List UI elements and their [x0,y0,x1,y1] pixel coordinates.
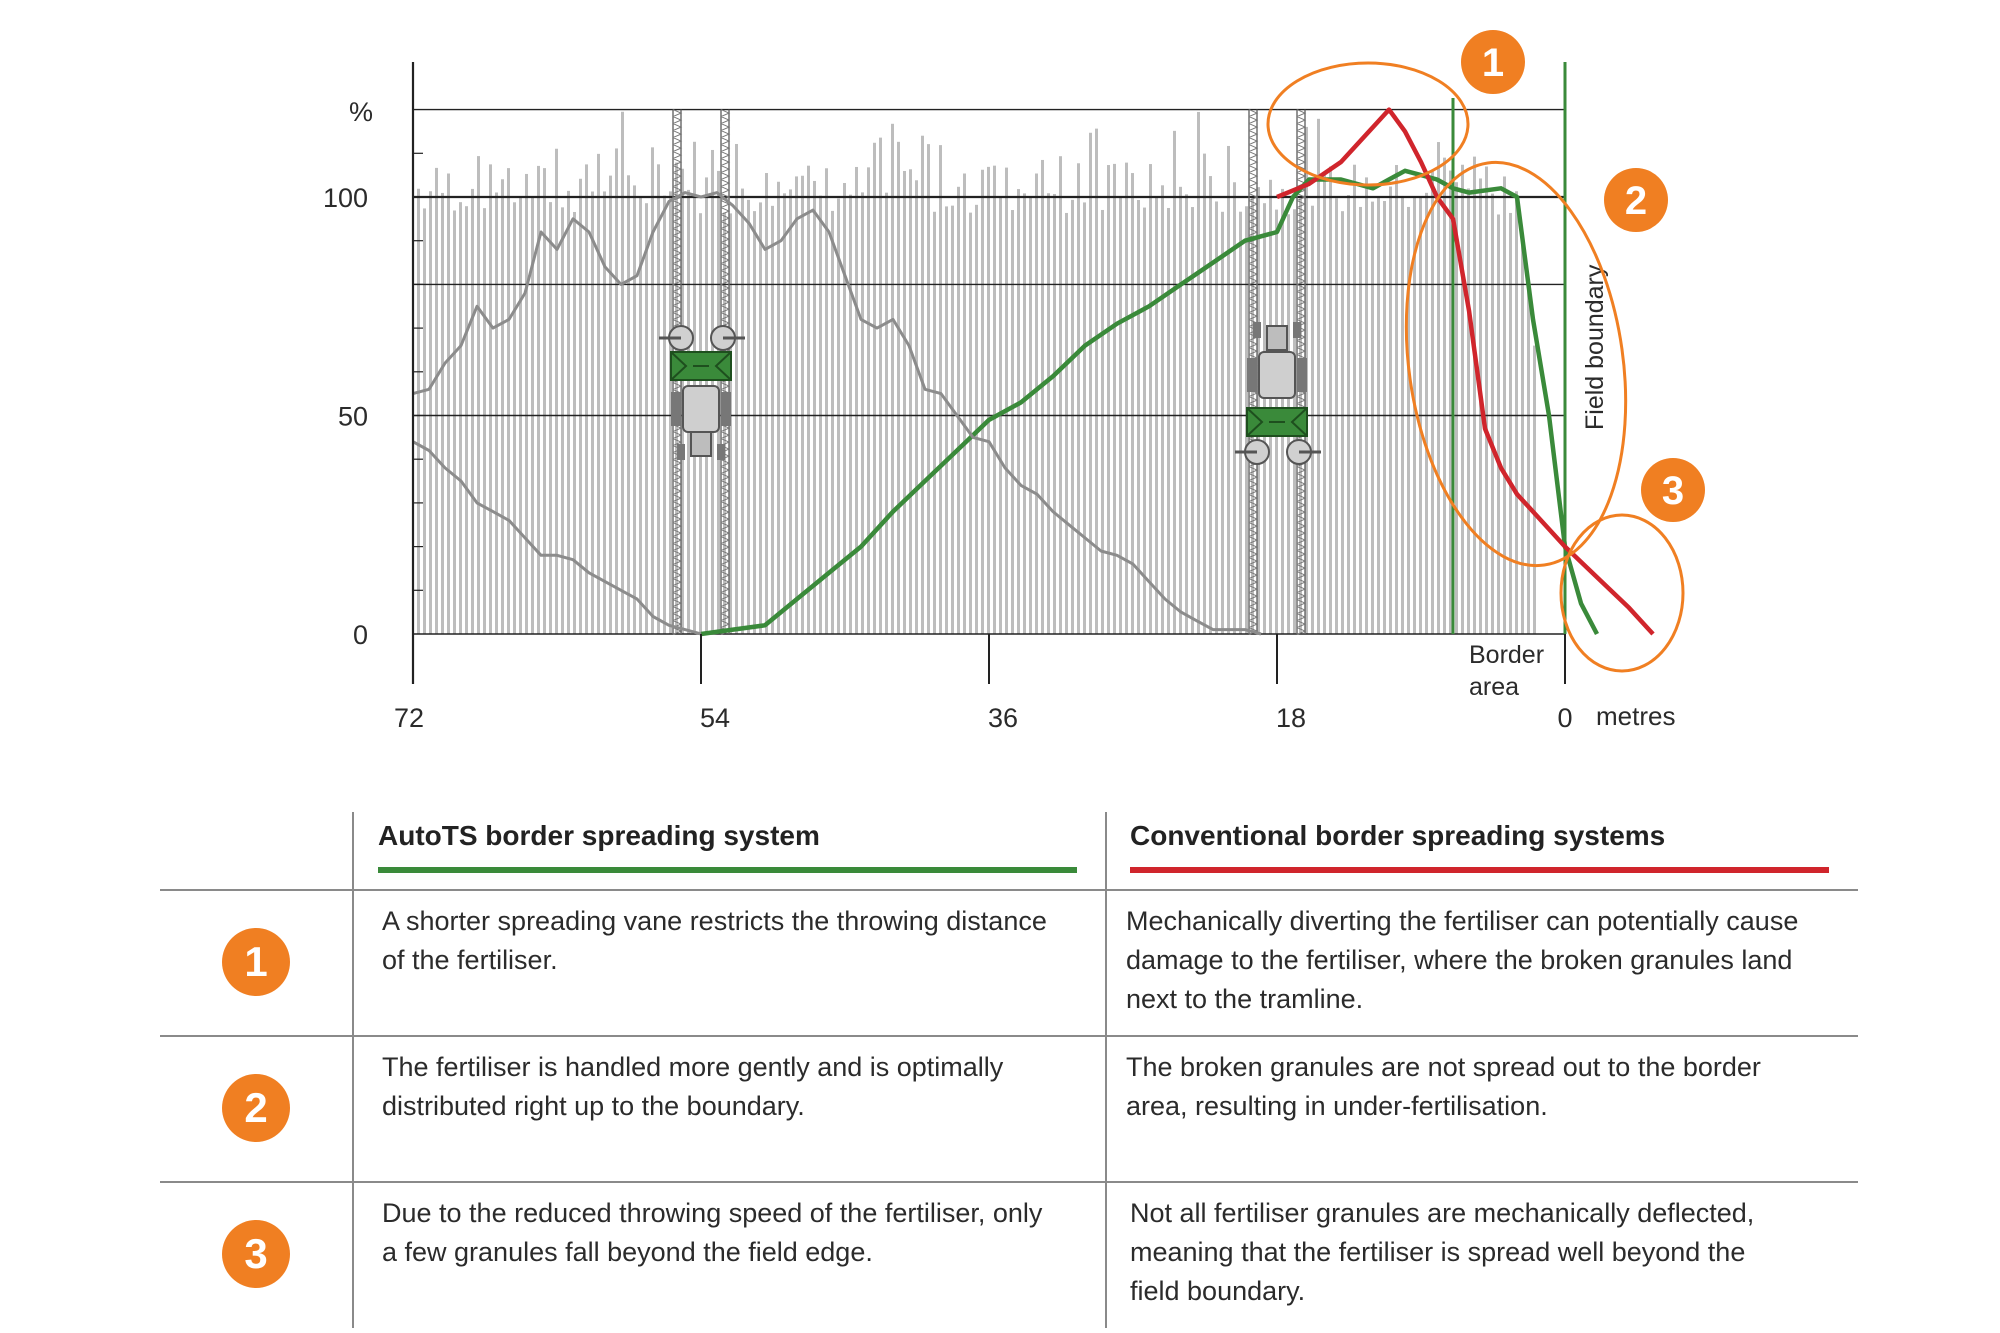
spread-bar [1425,193,1428,634]
spread-bar [1011,210,1014,634]
spread-bar [981,170,984,634]
spread-bar [825,168,828,634]
wheel [721,392,731,426]
spread-bar [657,164,660,634]
spread-bar [597,154,600,634]
spread-bar [813,181,816,634]
spread-bar [1359,207,1362,634]
spread-bar [1353,165,1356,634]
wheel [671,392,681,426]
spread-bar [1221,212,1224,634]
spread-bar [1323,175,1326,634]
spread-bar [1185,194,1188,634]
spread-bar [849,195,852,634]
border-area-label: area [1469,673,1520,701]
spread-bar [1023,193,1026,634]
spread-bar [1179,187,1182,634]
spread-bar [1083,202,1086,634]
spread-bar [1473,157,1476,634]
spread-bar [549,202,552,634]
spread-bar [783,193,786,634]
spread-bar [1041,160,1044,634]
spread-bar [1215,201,1218,634]
y-tick-label: 50 [337,401,368,432]
spread-bar [1005,168,1008,634]
spread-bar [1485,167,1488,634]
spread-bar [897,142,900,634]
spread-bar [477,156,480,634]
spread-bar [1371,202,1374,634]
spread-bar [633,185,636,634]
wheel [1247,358,1257,392]
cab [1259,352,1295,398]
spread-bar [1437,142,1440,634]
cab [683,386,719,432]
cell-line: The fertiliser is handled more gently and is optimally [382,1052,1004,1082]
spread-bar [417,189,420,634]
spread-bar [453,210,456,634]
spread-bar [1431,172,1434,634]
spread-bar [1239,212,1242,634]
spread-bar [525,174,528,634]
spread-bar [615,148,618,634]
autots-cell [382,902,1047,980]
spread-bar [645,203,648,634]
spread-bar [1269,180,1272,634]
spread-bars [417,112,1536,634]
cell-line: of the fertiliser. [382,945,558,975]
spread-bar [1515,191,1518,634]
spread-bar [1341,211,1344,634]
spread-bar [867,167,870,634]
cell-line: area, resulting in under-fertilisation. [1126,1091,1548,1121]
spread-bar [807,166,810,634]
cell-line: damage to the fertiliser, where the broken granules land [1126,945,1793,975]
spread-bar [801,176,804,634]
row-number-badge: 1 [222,928,290,996]
spread-bar [771,206,774,634]
spread-bar [909,169,912,634]
cell-line: A shorter spreading vane restricts the throwing distance [382,906,1047,936]
spread-bar [435,168,438,634]
spread-bar [573,212,576,634]
autots-cell [382,1194,1042,1272]
cell-line: distributed right up to the boundary. [382,1091,805,1121]
x-tick-label: 18 [1275,703,1307,733]
spread-bar [1395,165,1398,634]
spread-bar [1089,133,1092,634]
y-axis-label: % [348,97,374,127]
spread-bar [627,175,630,634]
spread-bar [1521,234,1524,634]
spread-bar [1509,213,1512,634]
border-area-label: Border [1469,641,1545,669]
spread-bar [513,202,516,634]
spread-bar [1461,165,1464,634]
cell-line: meaning that the fertiliser is spread well beyond the [1130,1237,1746,1267]
cell-line: next to the tramline. [1126,984,1364,1014]
spread-bar [939,145,942,634]
cell-line: Not all fertiliser granules are mechanically deflected, [1130,1198,1755,1228]
spread-bar [915,180,918,634]
autots-cell [382,1048,1003,1126]
spread-bar [1053,194,1056,634]
spread-bar [1203,154,1206,634]
spread-bar [789,189,792,634]
spread-bar [561,207,564,634]
spread-bar [945,206,948,634]
spread-bar [795,176,798,634]
y-tick-label: 100 [322,183,368,213]
spread-bar [1059,156,1062,634]
spread-bar [933,212,936,634]
spread-bar [603,191,606,634]
row-number-badge: 2 [222,1074,290,1142]
spread-bar [843,183,846,634]
x-tick-label: 36 [987,703,1019,733]
spread-bar [1191,207,1194,634]
marker-number: 3 [1661,469,1685,513]
spread-bar [495,192,498,634]
spread-bar [1113,164,1116,634]
spread-bar [501,179,504,634]
spread-bar [1167,208,1170,634]
spread-bar [1095,129,1098,634]
spread-bar [963,174,966,634]
spread-bar [423,208,426,634]
bonnet [1267,326,1287,350]
y-tick-label: 0 [352,620,368,650]
bonnet [691,432,711,456]
conventional-cell [1130,1194,1754,1311]
cell-line: a few granules fall beyond the field edge. [382,1237,873,1267]
spread-bar [735,144,738,634]
spread-bar [993,166,996,634]
marker-number: 1 [1481,41,1505,85]
spread-bar [567,191,570,634]
spread-bar [447,174,450,634]
spread-bar [1209,176,1212,634]
spread-bar [1125,163,1128,634]
spread-bar [1347,195,1350,634]
spread-bar [1071,200,1074,634]
spread-bar [429,191,432,634]
column-heading-autots: AutoTS border spreading system [378,820,820,851]
spread-bar [1443,158,1446,634]
spread-bar [969,213,972,634]
spread-bar [747,200,750,634]
x-tick-label: 0 [1557,703,1573,733]
x-axis-label: metres [1596,701,1676,731]
wheel [1253,322,1261,338]
spread-bar [651,147,654,634]
spread-bar [1389,187,1392,634]
spread-bar [1173,131,1176,634]
spread-bar [555,149,558,634]
spread-bar [465,206,468,634]
spread-bar [1329,167,1332,634]
spread-bar [741,189,744,634]
spread-bar [903,171,906,634]
spread-bar [1365,177,1368,634]
spread-bar [1017,189,1020,634]
spread-bar [609,176,612,634]
spread-bar [1149,164,1152,634]
spread-bar [483,208,486,634]
cell-line: The broken granules are not spread out to the border [1126,1052,1761,1082]
column-heading-conventional: Conventional border spreading systems [1130,820,1666,851]
marker-number: 2 [1624,179,1648,223]
spread-bar [975,205,978,634]
spread-bar [1491,194,1494,634]
cell-line: Due to the reduced throwing speed of the fertiliser, only [382,1198,1043,1228]
spread-bar [957,187,960,634]
spread-bar [879,138,882,634]
x-tick-label: 72 [393,703,425,733]
row-number-badge: 3 [222,1220,290,1288]
spread-bar [1383,201,1386,634]
spread-bar [1161,185,1164,634]
spread-bar [777,182,780,634]
spread-bar [1077,163,1080,634]
spread-bar [861,192,864,634]
spread-bar [591,191,594,634]
spread-bar [507,168,510,634]
spread-bar [471,189,474,634]
wheel [677,444,685,460]
spread-bar [759,202,762,634]
conventional-cell [1126,1048,1761,1126]
field-boundary-label: Field boundary [1581,264,1609,430]
cell-line: Mechanically diverting the fertiliser can potentially cause [1126,906,1799,936]
spread-bar [1035,174,1038,634]
spread-bar [987,167,990,634]
spread-bar [1101,210,1104,634]
spread-bar [855,167,858,634]
spread-bar [1143,208,1146,634]
spread-bar [1467,188,1470,634]
spread-bar [1047,193,1050,634]
spread-bar [1227,146,1230,634]
spread-bar [1311,206,1314,634]
spread-bar [621,112,624,634]
x-tick-label: 54 [699,703,731,733]
spread-bar [1503,176,1506,634]
spread-bar [1065,213,1068,634]
cell-line: field boundary. [1130,1276,1306,1306]
spread-bar [1533,346,1536,634]
wheel [1297,358,1307,392]
spread-bar [765,173,768,634]
spread-bar [441,193,444,634]
spread-bar [1497,214,1500,634]
wheel [1293,322,1301,338]
spread-bar [1107,165,1110,634]
spread-bar [459,202,462,634]
spread-bar [1197,112,1200,634]
wheel [717,444,725,460]
spread-bar [885,193,888,634]
spread-bar [891,124,894,634]
spread-bar [951,206,954,634]
spread-bar [489,164,492,634]
spread-bar [873,143,876,634]
spread-bar [585,164,588,634]
spread-bar [1527,290,1530,634]
conventional-cell [1126,902,1798,1019]
spread-bar [753,211,756,634]
